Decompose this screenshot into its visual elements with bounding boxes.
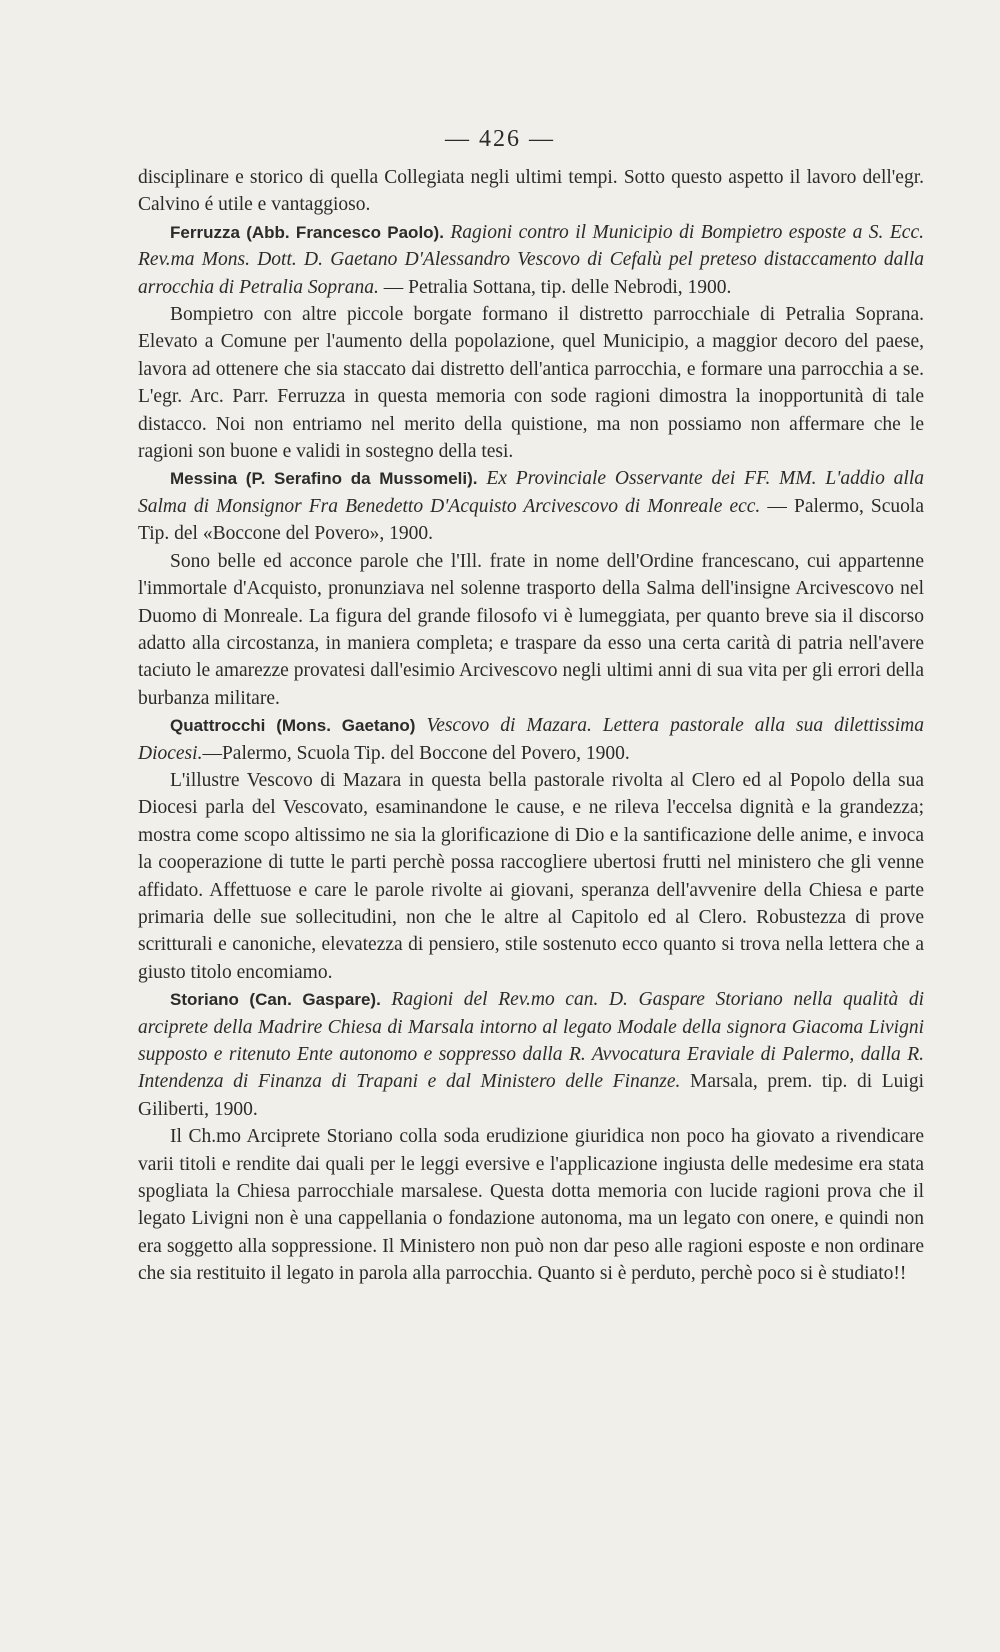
entry-title: Vescovo di Mazara. Lettera pastorale alla sua dilettissima Diocesi. (138, 715, 925, 764)
entry-messina (138, 465, 924, 547)
entry-title: Ex Provinciale Osservante dei FF. MM. L'addio alla Salma di Monsignor Fra Benedetto D'Acquisto Arcivescovo di Monreale ecc. (138, 468, 925, 517)
entry-title: Ragioni contro il Municipio di Bompietro esposte a S. Ecc. Rev.ma Mons. Dott. D. Gaetano D'Alessandro Vescovo di Cefalù pel preteso distaccamento dalla arrocchia di Petralia Soprana. (138, 221, 924, 298)
entry-review: Sono belle ed acconce parole che l'Ill. frate in nome dell'Ordine francescano, cui appartenne l'immortale d'Acquisto, pronunziava nel solenne trasporto della Salma dell'insigne Arcivescovo nel Duomo di Monreale. La figura del grande filosofo vi è lumeggiata, per quanto breve sia il discorso adatto alla circostanza, in maniera completa; e traspare da esso una certa carità di patria nell'avere taciuto le amarezze provatesi dall'esimio Arcivescovo negli ultimi anni di sua vita per gli errori della burbanza militare. (138, 550, 924, 709)
entry-author: Storiano (Can. Gaspare). (170, 990, 381, 1010)
entry-storiano (138, 986, 924, 1123)
entry-author: Messina (P. Serafino da Mussomeli). (170, 469, 478, 489)
entry-publication: —Palermo, Scuola Tip. del Boccone del Povero, 1900. (202, 742, 630, 764)
entry-ferruzza (138, 219, 924, 301)
entry-review: L'illustre Vescovo di Mazara in questa bella pastorale rivolta al Clero ed al Popolo della sua Diocesi parla del Vescovato, esaminandone le cause, e ne rileva l'eccelsa dignità e la grandezza; mostra come scopo altissimo ne sia la glorificazione di Dio e la santificazione delle anime, e invoca la cooperazione di tutte le parti perchè possa raccogliere ubertosi frutti nel ministero che gli venne affidato. Affettuose e care le parole rivolte ai giovani, speranza dell'avvenire della Chiesa e parte primaria delle sue sollecitudini, non che le altre al Capitolo ed al Clero. Robustezza di prove scritturali e canoniche, elevatezza di pensiero, stile sostenuto ecco quanto si trova nella lettera che a giusto titolo encomiamo. (138, 769, 924, 983)
entry-author: Ferruzza (Abb. Francesco Paolo). (170, 222, 444, 242)
entry-author: Quattrocchi (Mons. Gaetano) (170, 716, 416, 736)
entry-title: Ragioni del Rev.mo can. D. Gaspare Storiano nella qualità di arciprete della Madrire Chiesa di Marsala intorno al legato Modale della signora Giacoma Livigni supposto e ritenuto Ente autonomo e soppresso dalla R. Avvocatura Eraviale di Palermo, dalla R. Intendenza di Finanza di Trapani e dal Ministero delle Finanze. (138, 989, 924, 1093)
entry-review: Il Ch.mo Arciprete Storiano colla soda erudizione giuridica non poco ha giovato a rivendicare varii titoli e rendite dai quali per le leggi eversive e l'applicazione ingiusta delle medesime era stata spogliata la Chiesa parrocchiale marsalese. Questa dotta memoria con lucide ragioni prova che il legato Livigni non è una cappellania o fondazione autonoma, ma un legato con onere, e quindi non era soggetto alla soppressione. Il Ministero non può non dar peso alle ragioni esposte e non ordinare che sia restituito il legato in parola alla parrocchia. Quanto si è perduto, perchè poco si è studiato!! (138, 1126, 924, 1285)
bibliography-text (138, 164, 924, 1288)
entry-quattrocchi (138, 712, 924, 767)
entry-review: Bompietro con altre piccole borgate formano il distretto parrocchiale di Petralia Soprana. Elevato a Comune per l'aumento della popolazione, quel Municipio, a maggior decoro del paese, lavora ad ottenere che sia staccato dai distretto dell'antica parrocchia, e formare una parrocchia a se. L'egr. Arc. Parr. Ferruzza in questa memoria con sode ragioni dimostra la inopportunità di tale distacco. Noi non entriamo nel merito della quistione, ma non possiamo non affermare che le ragioni son buone e validi in sostegno della tesi. (138, 304, 924, 463)
page-number: — 426 — (445, 126, 555, 152)
entry-continuation: disciplinare e storico di quella Collegiata negli ultimi tempi. Sotto questo aspetto il lavoro dell'egr. Calvino é utile e vantaggioso. (138, 167, 924, 216)
entry-publication: — Palermo, Scuola Tip. del «Boccone del Povero», 1900. (138, 495, 924, 545)
entry-publication: — Petralia Sottana, tip. delle Nebrodi, 1900. (383, 276, 732, 298)
entry-publication: Marsala, prem. tip. di Luigi Giliberti, 1900. (138, 1071, 924, 1120)
